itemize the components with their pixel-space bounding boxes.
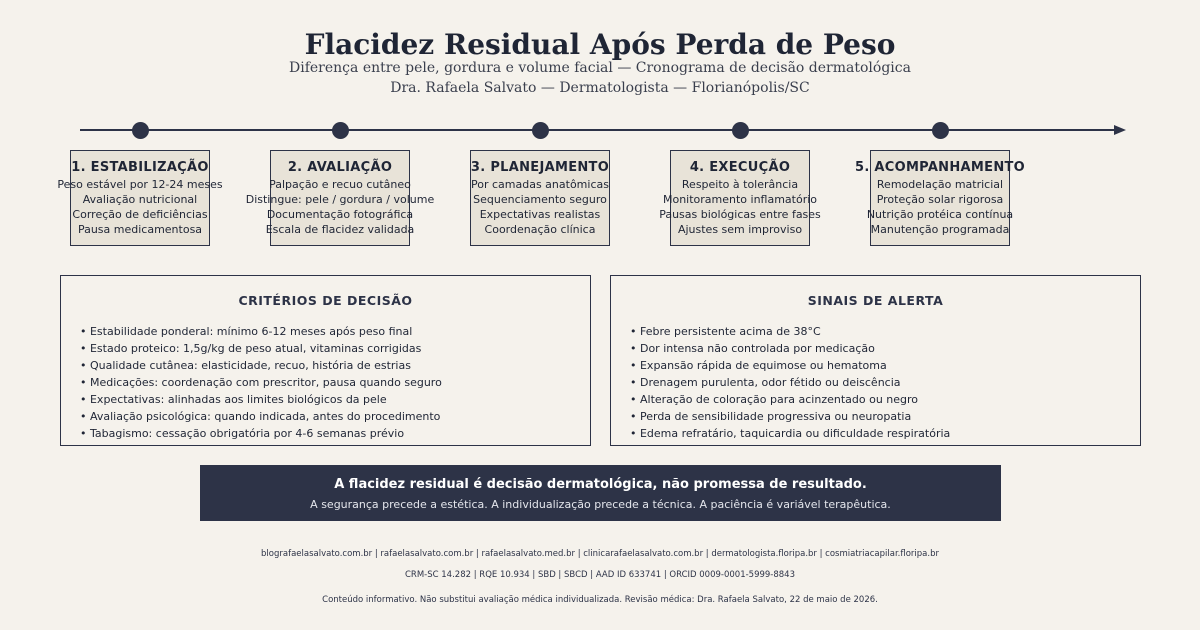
criteria-item: • Qualidade cutânea: elasticidade, recuo, história de estrias — [80, 359, 411, 372]
alert-item: • Edema refratário, taquicardia ou dificuldade respiratória — [630, 427, 951, 440]
stage-item: Coordenação clínica — [484, 223, 596, 236]
stage-item: Expectativas realistas — [479, 208, 601, 221]
banner-headline: A flacidez residual é decisão dermatológica, não promessa de resultado. — [334, 477, 867, 492]
footer-credentials: CRM-SC 14.282 | RQE 10.934 | SBD | SBCD | AAD ID 633741 | ORCID 0009-0001-5999-8843 — [405, 570, 795, 580]
alert-item: • Dor intensa não controlada por medicação — [630, 342, 875, 355]
criteria-item: • Tabagismo: cessação obrigatória por 4-6 semanas prévio — [80, 427, 405, 440]
stage-item: Escala de flacidez validada — [265, 223, 415, 236]
timeline-node-3 — [532, 122, 549, 139]
alert-item: • Febre persistente acima de 38°C — [630, 325, 821, 338]
stage-item: Ajustes sem improviso — [677, 223, 803, 236]
timeline-node-4 — [732, 122, 749, 139]
stage-item: Sequenciamento seguro — [473, 193, 607, 206]
footer-sites: blografaelasalvato.com.br | rafaelasalvato.com.br | rafaelasalvato.med.br | clinicarafaelasalvato.com.br | dermatologista.floripa.br | cosmiatriacapilar.floripa.br — [261, 549, 939, 559]
stage-item: Manutenção programada — [870, 223, 1010, 236]
stage-title-4: 4. EXECUÇÃO — [689, 160, 791, 175]
timeline-node-2 — [332, 122, 349, 139]
stage-item: Peso estável por 12-24 meses — [57, 178, 223, 191]
alert-item: • Drenagem purulenta, odor fétido ou deiscência — [630, 376, 901, 389]
stage-item: Palpação e recuo cutâneo — [269, 178, 411, 191]
stage-item: Pausa medicamentosa — [77, 223, 203, 236]
stage-item: Respeito à tolerância — [681, 178, 799, 191]
criteria-title: CRITÉRIOS DE DECISÃO — [238, 293, 413, 308]
timeline-node-1 — [132, 122, 149, 139]
stage-item: Correção de deficiências — [72, 208, 208, 221]
stage-item: Documentação fotográfica — [266, 208, 414, 221]
stage-item: Proteção solar rigorosa — [876, 193, 1004, 206]
stage-item: Distingue: pele / gordura / volume — [245, 193, 435, 206]
stage-item: Pausas biológicas entre fases — [659, 208, 821, 221]
alerts-title: SINAIS DE ALERTA — [807, 293, 944, 308]
criteria-item: • Estabilidade ponderal: mínimo 6-12 meses após peso final — [80, 325, 413, 338]
conclusion-banner — [200, 465, 1001, 521]
criteria-item: • Medicações: coordenação com prescritor, pausa quando seguro — [80, 376, 442, 389]
timeline-arrowhead — [1114, 125, 1126, 135]
alert-item: • Expansão rápida de equimose ou hematoma — [630, 359, 887, 372]
stage-title-1: 1. ESTABILIZAÇÃO — [71, 160, 209, 175]
page-subtitle: Diferença entre pele, gordura e volume facial — Cronograma de decisão dermatológica — [289, 60, 911, 76]
page-title: Flacidez Residual Após Perda de Peso — [304, 28, 896, 61]
timeline-node-5 — [932, 122, 949, 139]
stage-item: Avaliação nutricional — [82, 193, 198, 206]
stage-title-5: 5. ACOMPANHAMENTO — [854, 160, 1026, 175]
banner-subline: A segurança precede a estética. A individualização precede a técnica. A paciência é variável terapêutica. — [310, 498, 891, 511]
stage-title-2: 2. AVALIAÇÃO — [287, 160, 393, 175]
stage-item: Monitoramento inflamatório — [662, 193, 818, 206]
stage-item: Por camadas anatômicas — [471, 178, 609, 191]
timeline-line — [80, 129, 1116, 131]
alert-item: • Perda de sensibilidade progressiva ou neuropatia — [630, 410, 912, 423]
stage-item: Nutrição protéica contínua — [866, 208, 1014, 221]
criteria-item: • Estado proteico: 1,5g/kg de peso atual, vitaminas corrigidas — [80, 342, 422, 355]
author-line: Dra. Rafaela Salvato — Dermatologista — Florianópolis/SC — [390, 80, 810, 96]
footer-disclaimer: Conteúdo informativo. Não substitui avaliação médica individualizada. Revisão médica: Dra. Rafaela Salvato, 22 de maio de 2026. — [322, 595, 878, 605]
alert-item: • Alteração de coloração para acinzentado ou negro — [630, 393, 919, 406]
stage-item: Remodelação matricial — [876, 178, 1004, 191]
criteria-item: • Expectativas: alinhadas aos limites biológicos da pele — [80, 393, 387, 406]
criteria-item: • Avaliação psicológica: quando indicada, antes do procedimento — [80, 410, 441, 423]
stage-title-3: 3. PLANEJAMENTO — [470, 160, 610, 175]
